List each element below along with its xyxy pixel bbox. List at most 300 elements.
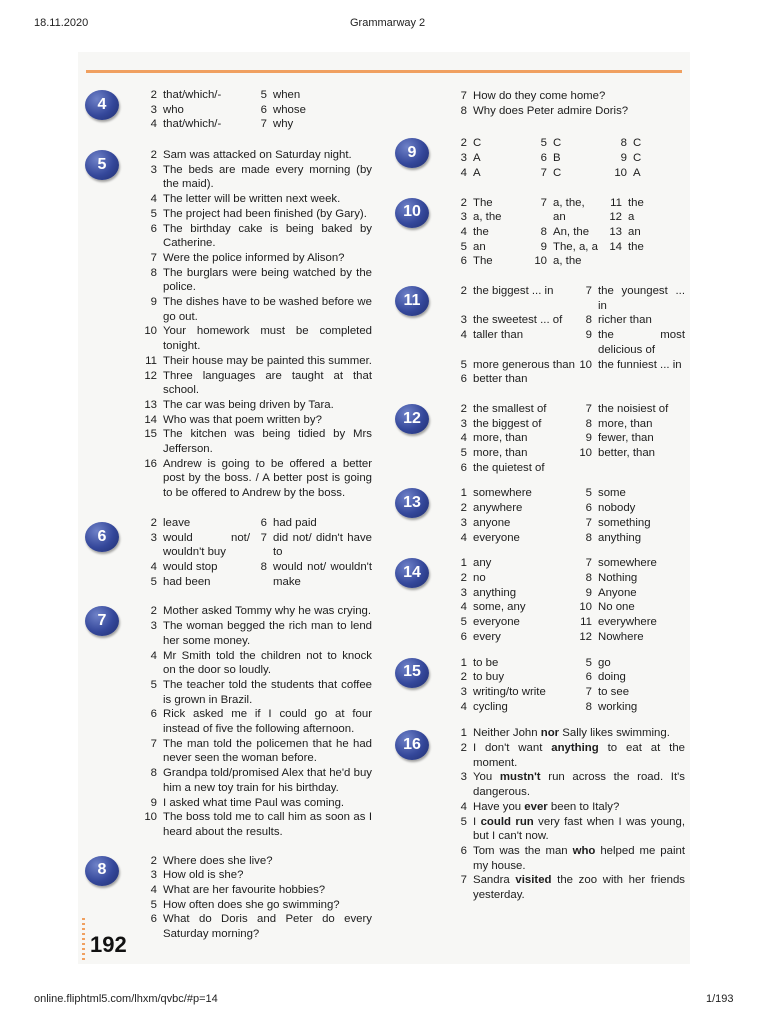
answer-text: The letter will be written next week. (163, 193, 341, 206)
answer-item (140, 883, 372, 898)
answer-text: Sandra visited the zoo with her friends yesterday. (473, 874, 685, 902)
answer-text: go (598, 656, 611, 669)
exercise-number-badge: 7 (85, 606, 119, 636)
answer-number: 6 (150, 222, 157, 235)
answer-item (140, 103, 250, 118)
answer-item (575, 700, 685, 715)
answer-text: the youngest ... in (598, 285, 685, 312)
answer-text: How often does she go swimming? (163, 898, 340, 911)
answer-item (140, 516, 250, 531)
answer-text: C (633, 152, 642, 165)
answer-text: a, the, (553, 196, 585, 209)
answer-number: 4 (150, 649, 157, 662)
answer-item (530, 151, 610, 166)
answer-item (450, 630, 575, 645)
exercise-number-badge: 14 (395, 558, 429, 588)
answer-text: whose (273, 103, 306, 116)
answer-number: 7 (460, 90, 467, 102)
answer-text: everyone (473, 616, 520, 629)
answer-text: Who was that poem written by? (163, 413, 322, 426)
answer-number: 10 (614, 166, 627, 179)
answer-item (530, 196, 605, 211)
answer-text: Were the police informed by Alison? (163, 251, 345, 264)
answer-number: 2 (150, 149, 157, 161)
answer-text: Rick asked me if I could go at four instead of five the following afternoon. (163, 708, 372, 736)
answer-number: 3 (460, 586, 467, 599)
print-page-count: 1/193 (706, 993, 734, 1005)
answer-text: You mustn't run across the road. It's dangerous. (473, 771, 685, 799)
answer-text: would not/ wouldn't buy (163, 531, 250, 559)
answer-item (140, 796, 372, 811)
answer-item (575, 431, 685, 446)
answer-number: 3 (460, 417, 467, 430)
answer-item (140, 369, 372, 398)
answer-text: that/which/- (163, 89, 222, 101)
answer-text: The kitchen was being tidied by Mrs Jefferson. (163, 428, 372, 456)
answer-item (450, 531, 575, 546)
answer-number: 1 (460, 727, 467, 740)
answer-number: 3 (460, 314, 467, 327)
section-14 (403, 556, 685, 644)
answer-item (450, 240, 530, 255)
answer-number: 4 (150, 884, 157, 897)
answer-number: 2 (150, 516, 157, 529)
exercise-number-badge: 15 (395, 658, 429, 688)
answer-text: somewhere (598, 557, 657, 570)
answer-number: 16 (144, 457, 157, 470)
answer-item (140, 148, 372, 163)
answer-number: 3 (460, 211, 467, 224)
answer-number (530, 210, 553, 225)
answer-item (575, 501, 685, 516)
answer-text: Neither John nor Sally likes swimming. (473, 727, 670, 740)
answer-text: No one (598, 601, 635, 614)
section-8 (97, 854, 372, 942)
answer-number: 3 (460, 516, 467, 529)
answer-text: Mother asked Tommy why he was crying. (163, 605, 372, 618)
answer-text: I asked what time Paul was coming. (163, 796, 345, 809)
answer-item (140, 649, 372, 678)
answer-grid (140, 88, 372, 132)
answer-number: 5 (540, 137, 547, 150)
answer-text: fewer, than (598, 432, 654, 445)
answer-item (450, 726, 685, 741)
answer-item (450, 844, 685, 873)
answer-text: I don't want anything to eat at the moment. (473, 742, 685, 769)
answer-item (450, 815, 685, 844)
answer-number: 5 (260, 89, 267, 101)
answer-item (450, 136, 530, 151)
answer-text: The, a, a (553, 240, 598, 253)
answer-item (250, 516, 372, 531)
answer-item (575, 328, 685, 357)
answer-text: an (473, 240, 486, 253)
answer-item (530, 240, 605, 255)
answer-item (575, 630, 685, 645)
section-13 (403, 486, 685, 545)
answer-item (140, 912, 372, 941)
answer-item (450, 104, 685, 119)
answer-number: 2 (460, 671, 467, 684)
answer-text: a, the (473, 211, 502, 224)
answer-text: The dishes have to be washed before we go out. (163, 296, 372, 323)
answer-text: taller than (473, 329, 524, 342)
answer-number: 5 (150, 575, 157, 588)
answer-number: 9 (585, 329, 592, 342)
section-4 (97, 88, 372, 136)
section-15 (403, 656, 685, 715)
answer-number: 10 (579, 358, 592, 371)
answer-number: 3 (460, 152, 467, 165)
answer-text: the (473, 225, 489, 238)
answer-text: I could run very fast when I was young, but I can't now. (473, 815, 686, 843)
answer-number: 4 (150, 560, 157, 573)
answer-number: 7 (260, 118, 267, 131)
answer-number: 8 (150, 266, 157, 279)
answer-number: 4 (150, 118, 157, 131)
answer-item (605, 210, 685, 225)
exercise-number-badge: 11 (395, 286, 429, 316)
answer-number: 7 (260, 531, 267, 544)
answer-item (450, 741, 685, 770)
answer-text: every (473, 630, 501, 643)
answer-number: 1 (460, 656, 467, 669)
answer-number: 15 (144, 428, 157, 441)
answer-text: Their house may be painted this summer. (163, 354, 372, 367)
answer-text: Three languages are taught at that school. (163, 369, 372, 397)
answer-item (140, 898, 372, 913)
answer-text: something (598, 516, 651, 529)
answer-item (530, 210, 605, 225)
answer-number: 8 (585, 314, 592, 327)
exercise-number-badge: 9 (395, 138, 429, 168)
left-column (97, 88, 372, 942)
answer-text: more, than (473, 432, 528, 445)
answer-text: no (473, 571, 486, 584)
answer-number: 6 (150, 708, 157, 721)
answer-item (140, 192, 372, 207)
answer-text: an (553, 211, 566, 224)
answer-text: everywhere (598, 616, 657, 629)
answer-text: An, the (553, 225, 590, 238)
answer-number: 7 (585, 557, 592, 570)
answer-item (450, 402, 575, 417)
answer-number: 11 (610, 196, 622, 209)
answer-item (450, 196, 530, 211)
answer-item (605, 240, 685, 255)
answer-number: 10 (579, 601, 592, 614)
answer-text: The man told the policemen that he had never seen the woman before. (163, 737, 372, 765)
answer-item (575, 461, 685, 476)
answer-column-right (250, 516, 372, 590)
answer-text: that/which/- (163, 118, 222, 131)
exercise-number-badge: 6 (85, 522, 119, 552)
section-10 (403, 196, 685, 270)
answer-number: 10 (534, 255, 547, 268)
answer-number: 6 (460, 630, 467, 643)
answer-text: doing (598, 671, 626, 684)
answer-number (575, 372, 598, 387)
answer-number: 3 (460, 771, 467, 784)
answer-item (250, 88, 372, 103)
answer-number: 9 (585, 432, 592, 445)
exercise-number-badge: 10 (395, 198, 429, 228)
answer-number: 7 (540, 166, 547, 179)
answer-text: more generous than (473, 358, 575, 371)
exercise-number-badge: 16 (395, 730, 429, 760)
answer-item (575, 600, 685, 615)
answer-text: the biggest of (473, 417, 542, 430)
answer-item (140, 413, 372, 428)
answer-grid (450, 284, 685, 387)
answer-column-left (140, 516, 250, 590)
answer-number: 4 (460, 432, 467, 445)
answer-number: 9 (150, 296, 157, 309)
answer-text: an (628, 225, 641, 238)
answer-text: the sweetest ... of (473, 314, 563, 327)
answer-item (575, 685, 685, 700)
answer-number: 2 (460, 285, 467, 298)
answer-text: the most delicious of (598, 329, 685, 356)
answer-number: 4 (460, 225, 467, 238)
answer-number: 2 (460, 571, 467, 584)
right-column (403, 89, 686, 903)
answer-text: working (598, 700, 638, 713)
answer-item (250, 117, 372, 132)
answer-item (575, 571, 685, 586)
answer-item (450, 225, 530, 240)
section-12 (403, 402, 685, 476)
answer-item (140, 766, 372, 795)
answer-number: 8 (585, 571, 592, 584)
answer-number: 8 (585, 700, 592, 713)
answer-number: 6 (460, 844, 467, 857)
answer-text: anything (473, 586, 517, 599)
answer-number (575, 461, 598, 476)
page-number: 192 (90, 932, 127, 957)
answer-number: 10 (144, 325, 157, 338)
answer-text: Where does she live? (163, 854, 273, 867)
answer-number: 1 (460, 557, 467, 570)
answer-item (140, 251, 372, 266)
answer-text: C (553, 166, 562, 179)
answer-number: 2 (460, 137, 467, 150)
answer-text: The woman begged the rich man to lend her some money. (163, 620, 372, 647)
answer-text: The birthday cake is being baked by Catherine. (163, 222, 372, 250)
answer-item (450, 600, 575, 615)
answer-text: had been (163, 575, 211, 588)
answer-text: What do Doris and Peter do every Saturday morning? (163, 913, 372, 941)
answer-text: cycling (473, 700, 508, 713)
answer-item (140, 575, 250, 590)
answer-number: 3 (460, 685, 467, 698)
answer-text: Mr Smith told the children not to knock on the door so loudly. (163, 649, 372, 677)
answer-number: 8 (585, 417, 592, 430)
answer-number: 14 (144, 413, 157, 426)
answer-text: more, than (473, 447, 528, 460)
answer-number: 6 (260, 103, 267, 116)
answer-number: 4 (460, 601, 467, 614)
answer-item (140, 324, 372, 353)
answer-number: 12 (144, 369, 157, 382)
answer-number: 6 (460, 461, 467, 474)
answer-item (140, 619, 372, 648)
answer-number: 7 (150, 251, 157, 264)
answer-text: Have you ever been to Italy? (473, 800, 620, 813)
answer-text: some (598, 487, 626, 500)
answer-item (450, 501, 575, 516)
answer-text: why (273, 118, 294, 131)
answer-item (575, 417, 685, 432)
answer-number: 7 (585, 516, 592, 529)
answer-item (575, 358, 685, 373)
answer-item (450, 556, 575, 571)
page-top-rule (86, 70, 682, 73)
answer-number: 7 (585, 285, 592, 298)
answer-text: somewhere (473, 487, 532, 500)
answer-item (450, 770, 685, 799)
answer-text: Nowhere (598, 630, 644, 643)
answer-item (575, 556, 685, 571)
answer-item (575, 586, 685, 601)
answer-number: 8 (620, 137, 627, 150)
answer-number: 4 (460, 800, 467, 813)
answer-number: 10 (579, 447, 592, 460)
answer-item (450, 670, 575, 685)
answer-text: What are her favourite hobbies? (163, 884, 326, 897)
answer-number: 3 (150, 869, 157, 882)
answer-item (575, 656, 685, 671)
answer-text: to see (598, 685, 630, 698)
answer-item (450, 873, 685, 902)
page-number-dots (82, 918, 85, 960)
answer-item (450, 254, 530, 269)
answer-item (140, 88, 250, 103)
answer-text: C (633, 137, 642, 150)
answer-number: 1 (460, 487, 467, 500)
answer-item (140, 457, 372, 501)
answer-number: 3 (150, 620, 157, 633)
answer-item (610, 136, 685, 151)
answer-text: the smallest of (473, 402, 547, 415)
answer-text: would stop (163, 560, 218, 573)
answer-text: leave (163, 516, 191, 529)
answer-item (575, 615, 685, 630)
answer-text: more, than (598, 417, 653, 430)
answer-item (450, 372, 575, 387)
answer-item (140, 222, 372, 251)
answer-item (140, 427, 372, 456)
answer-text: A (473, 152, 481, 165)
answer-number: 11 (145, 354, 157, 367)
answer-item (450, 166, 530, 181)
answer-text: C (473, 137, 482, 150)
answer-text: Grandpa told/promised Alex that he'd buy him a new toy train for his birthday. (163, 767, 372, 794)
answer-number: 5 (460, 240, 467, 253)
answer-number: 8 (585, 531, 592, 544)
answer-item (605, 196, 685, 211)
answer-text: anything (598, 531, 642, 544)
answer-item (140, 531, 250, 560)
answer-text (598, 372, 685, 387)
answer-item (610, 166, 685, 181)
answer-text: How do they come home? (473, 90, 606, 102)
answer-text: Nothing (598, 571, 638, 584)
answer-grid (450, 486, 685, 545)
answer-item (575, 402, 685, 417)
answer-number: 2 (460, 402, 467, 415)
answer-number: 4 (460, 166, 467, 179)
answer-item (140, 163, 372, 192)
answer-number: 2 (150, 605, 157, 618)
answer-text: C (553, 137, 562, 150)
answer-item (450, 656, 575, 671)
answer-text: The project had been finished (by Gary). (163, 207, 367, 220)
answer-number: 7 (585, 402, 592, 415)
answer-item (450, 700, 575, 715)
section-9 (407, 136, 685, 180)
answer-grid (450, 136, 685, 180)
answer-item (450, 89, 685, 104)
section-6 (97, 516, 372, 590)
section-11 (403, 284, 685, 387)
answer-number: 7 (540, 196, 547, 209)
answer-text: anyone (473, 516, 511, 529)
answer-item (450, 313, 575, 328)
answer-number: 9 (540, 240, 547, 253)
answer-number: 14 (609, 240, 622, 253)
answer-text: had paid (273, 516, 317, 529)
answer-item (250, 560, 372, 589)
answer-item (450, 586, 575, 601)
answer-item (450, 328, 575, 357)
answer-number: 4 (150, 193, 157, 206)
answer-number: 4 (460, 531, 467, 544)
answer-number: 8 (150, 767, 157, 780)
answer-item (575, 313, 685, 328)
answer-text: The car was being driven by Tara. (163, 398, 334, 411)
answer-item (140, 854, 372, 869)
exercise-number-badge: 5 (85, 150, 119, 180)
exercise-number-badge: 12 (395, 404, 429, 434)
answer-number: 6 (260, 516, 267, 529)
answer-item (450, 284, 575, 313)
answer-item (575, 516, 685, 531)
answer-number: 11 (580, 616, 592, 629)
answer-item (140, 737, 372, 766)
answer-number: 9 (620, 152, 627, 165)
answer-item (450, 417, 575, 432)
answer-item (450, 446, 575, 461)
section-5 (97, 148, 372, 501)
answer-item (140, 707, 372, 736)
answer-number: 6 (585, 502, 592, 515)
answer-text: the noisiest of (598, 402, 669, 415)
answer-number: 5 (460, 358, 467, 371)
print-date: 18.11.2020 (34, 17, 89, 29)
answer-number: 7 (150, 737, 157, 750)
answer-item (450, 358, 575, 373)
answer-grid (450, 556, 685, 644)
answer-number: 3 (150, 531, 157, 544)
answer-text: the biggest ... in (473, 285, 554, 298)
answer-text: A (473, 166, 481, 179)
answer-item (140, 354, 372, 369)
answer-number: 12 (579, 630, 592, 643)
exercise-number-badge: 4 (85, 90, 119, 120)
answer-text: better, than (598, 447, 655, 460)
answer-item (450, 516, 575, 531)
